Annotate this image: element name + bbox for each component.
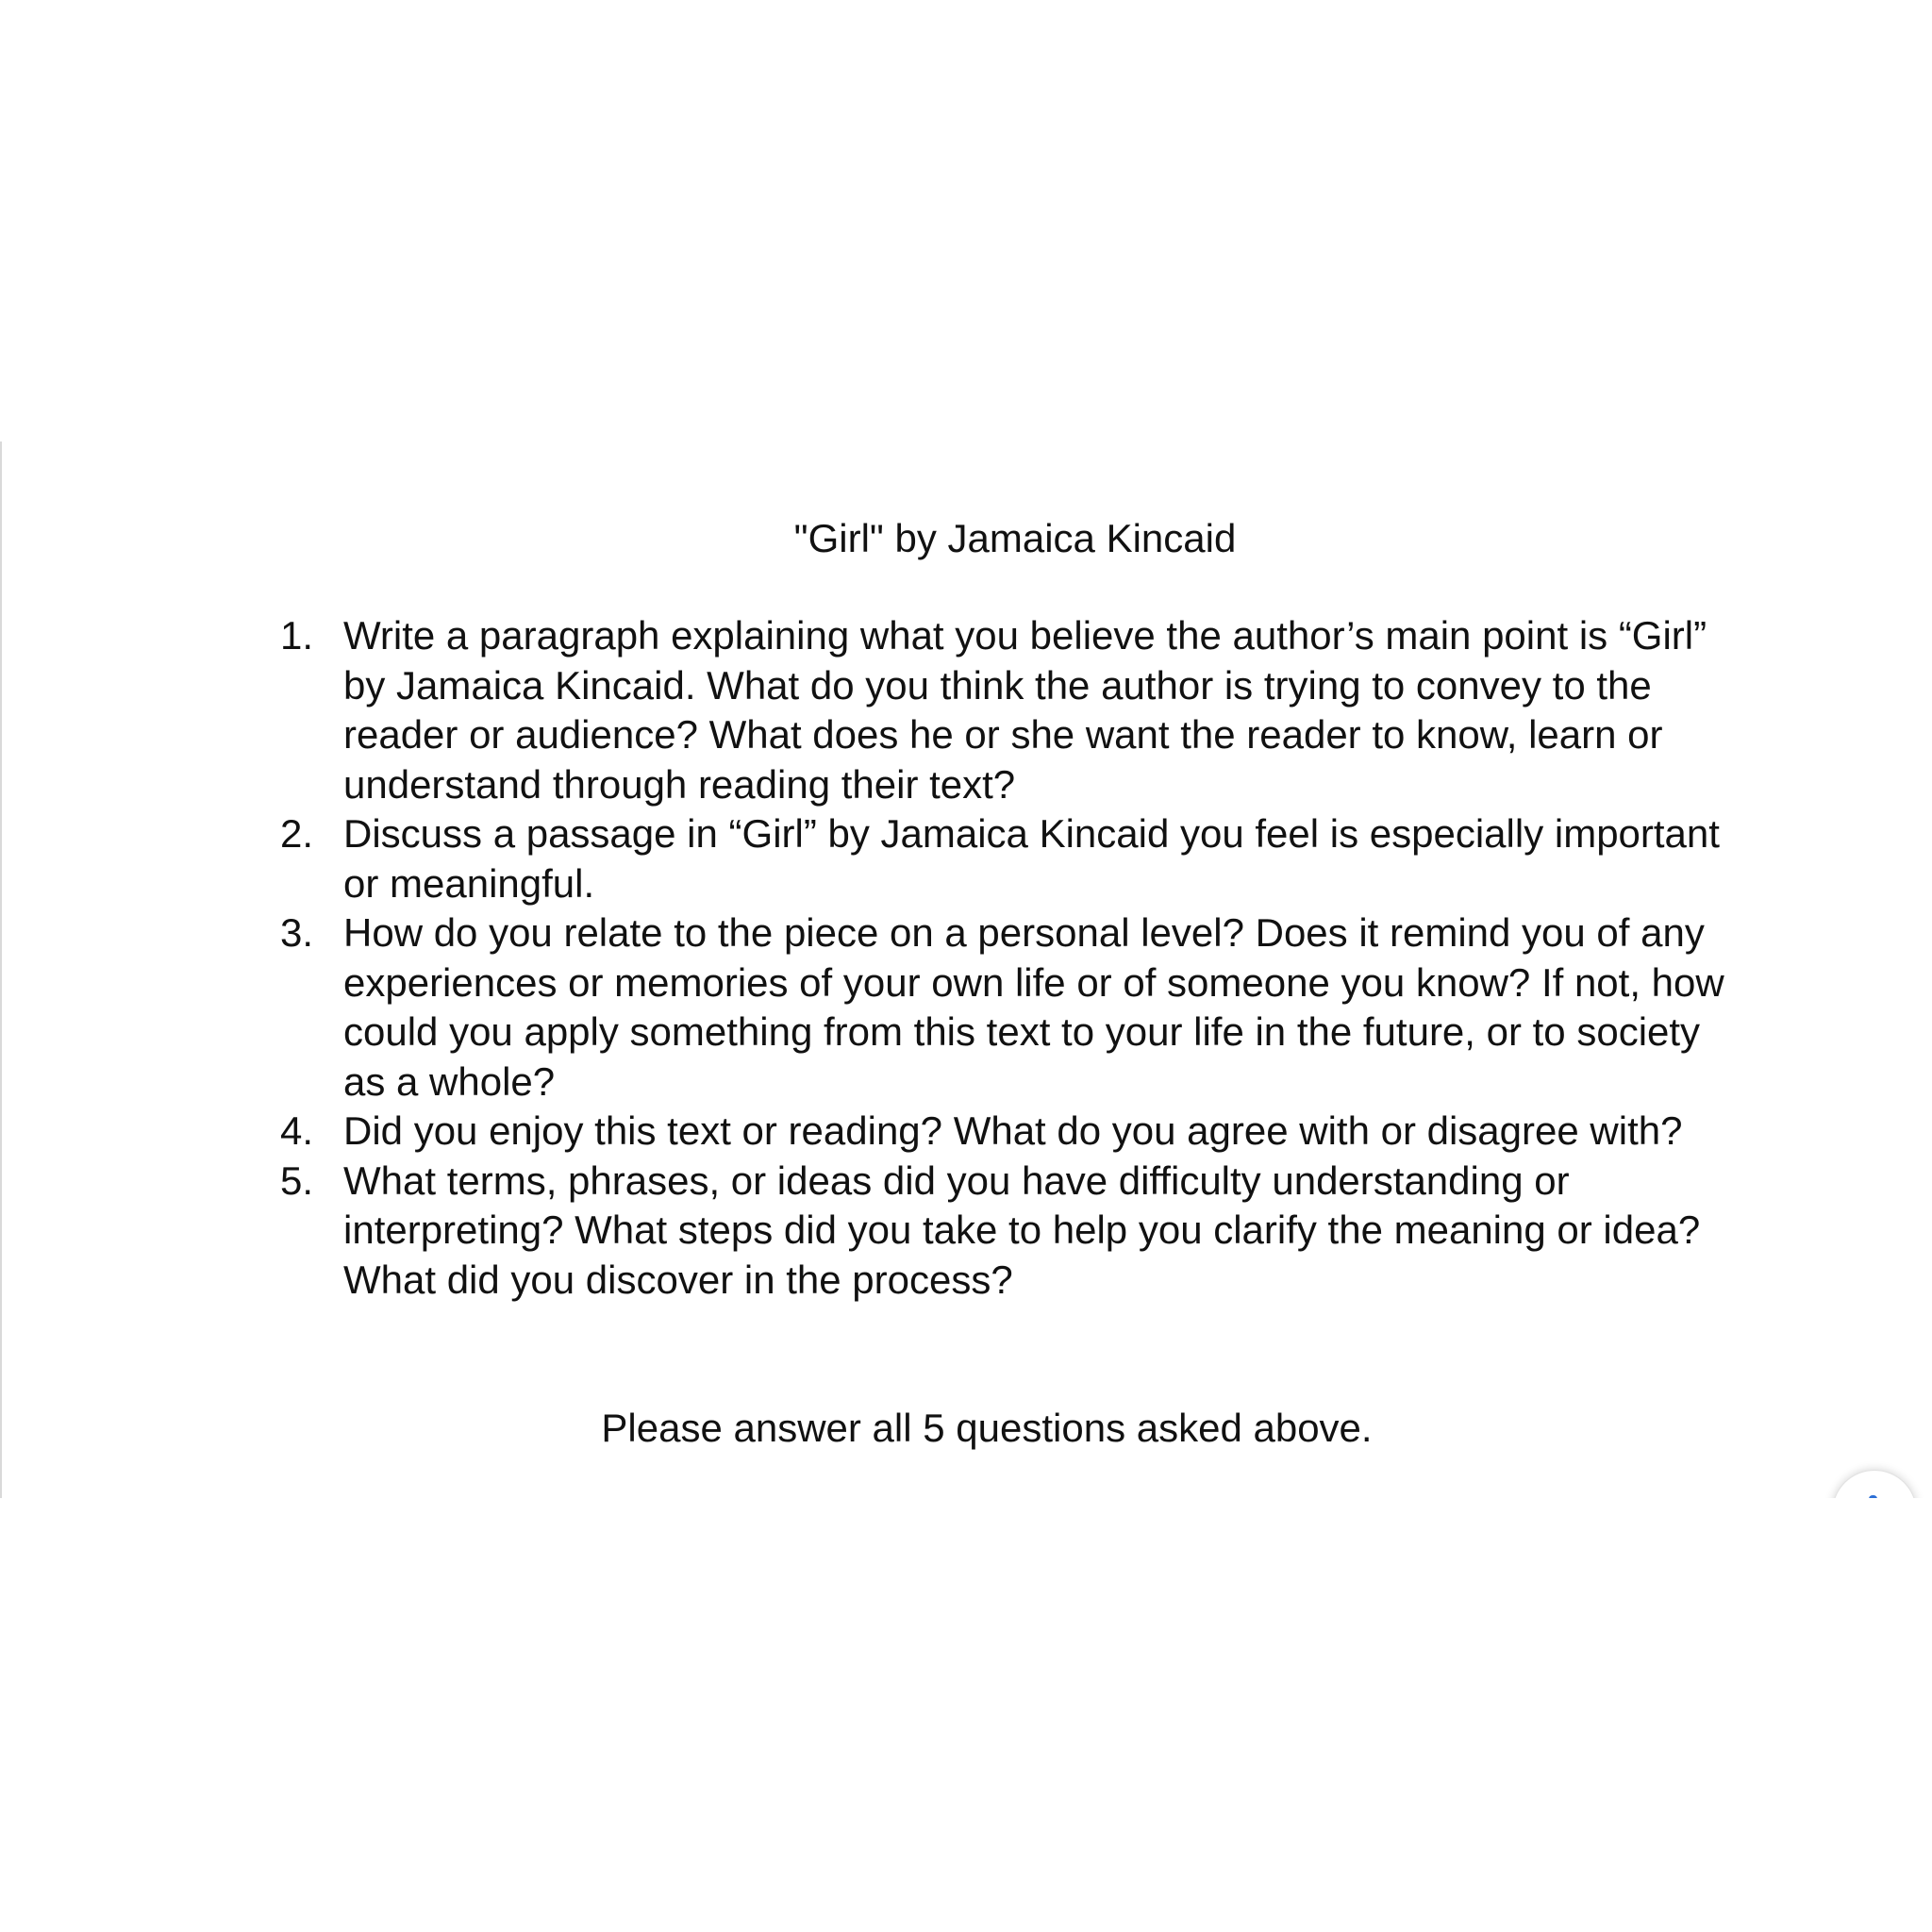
question-item-2 — [280, 809, 1733, 908]
question-text: Did you enjoy this text or reading? What do you agree with or disagree with? — [343, 1108, 1683, 1153]
question-text: How do you relate to the piece on a personal level? Does it remind you of any experiences or memories of your own life or of someone you know? If not, how could you apply something from this text to your life in the future, or to society as a whole? — [343, 910, 1724, 1104]
document-title: "Girl" by Jamaica Kincaid — [793, 516, 1237, 560]
instructions-note: Please answer all 5 questions asked above. — [601, 1406, 1373, 1450]
question-text: What terms, phrases, or ideas did you have difficulty understanding or interpreting? What steps did you take to help you clarify the meaning or idea? What did you discover in the process? — [343, 1158, 1701, 1302]
question-item-3 — [280, 908, 1733, 1107]
question-number: 2. — [280, 811, 314, 856]
question-item-1 — [280, 611, 1733, 809]
question-number: 3. — [280, 910, 314, 955]
question-number: 5. — [280, 1158, 314, 1203]
question-text: Discuss a passage in “Girl” by Jamaica Kincaid you feel is especially important or meaningful. — [343, 811, 1720, 906]
question-item-5 — [280, 1157, 1733, 1306]
help-icon — [1869, 1495, 1877, 1498]
document-viewport — [0, 441, 1932, 1498]
question-list — [280, 611, 1733, 1305]
question-number: 4. — [280, 1108, 314, 1153]
question-text: Write a paragraph explaining what you believe the author’s main point is “Girl” by Jamaica Kincaid. What do you think the author is trying to convey to the reader or audience? What does he or she want the reader to know, learn or understand through reading their text? — [343, 613, 1707, 807]
help-button[interactable] — [1832, 1470, 1917, 1498]
viewport-left-border — [0, 441, 2, 1498]
question-number: 1. — [280, 613, 314, 658]
question-item-4 — [280, 1107, 1733, 1157]
